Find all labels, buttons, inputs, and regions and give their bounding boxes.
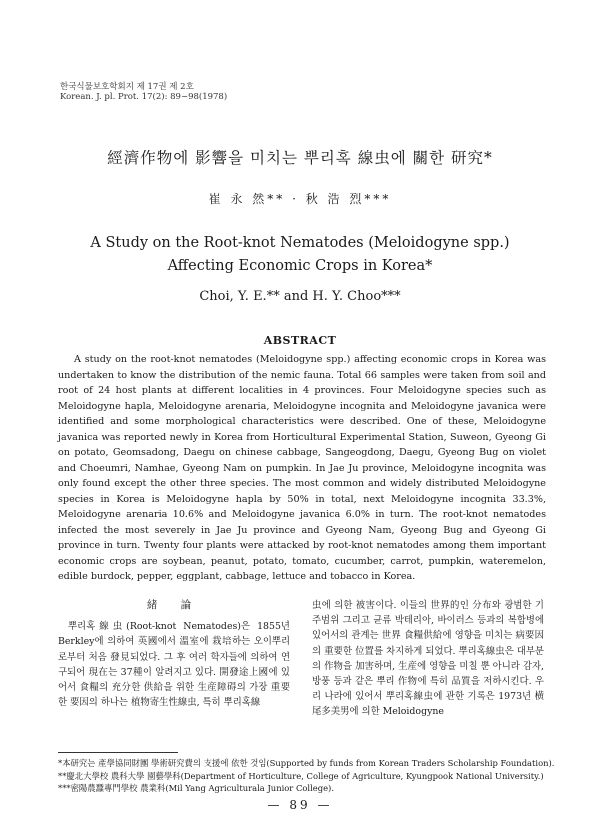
journal-line-english: Korean. J. pl. Prot. 17(2): 89~98(1978) [60,92,228,102]
footnotes [58,757,555,795]
intro-right-column [312,598,544,720]
korean-title: 經濟作物에 影響을 미치는 뿌리혹 線虫에 關한 研究* [107,149,493,167]
intro-left-column [58,598,290,710]
intro-right-paragraph: 虫에 의한 被害이다. 이들의 世界的인 分布와 광범한 기주범위 그리고 균류 박테리아, 바이러스 등과의 복합병에 있어서의 관계는 世界 食糧供給에 영향을 미치는 病要因의 重要한 位置를 차지하게 되었다. 뿌리혹線虫은 대부분의 作物을 加害하며, 生産에 영향을 미칠 뿐 아니라 감자, 방풍 등과 같은 뿌리 作物에 특히 品質을 저하시킨다. 우리 나라에 있어서 뿌리혹線虫에 관한 기록은 1973년 横尾多美男에 의한 Meloidogyne [312,600,544,718]
footnote-divider [58,752,178,753]
abstract-text: A study on the root-knot nematodes (Meloidogyne spp.) affecting economic crops in Korea was undertaken to know the distribution of the nemic fauna. Total 66 samples were taken from soil and root of 24 host plants at different localities in 4 provinces. Four Meloidogyne species such as Meloidogyne hapla, Meloidogyne arenaria, Meloidogyne incognita and Meloidogyne javanica were identified and some morphological characteristics were described. One of these, Meloidogyne javanica was reported newly in Korea from Horticultural Experimental Station, Suweon, Gyeong Gi on potato, Geomsadong, Daegu on chinese cabbage, Sangeogdong, Daegu, Gyeong Bug on violet and Choeumri, Namhae, Gyeong Nam on pumpkin. In Jae Ju province, Meloidogyne incognita was only found except the other three species. The most common and widely distributed Meloidogyne species in Korea is Meloidogyne hapla by 50% in total, next Meloidogyne incognita 33.3%, Meloidogyne arenaria 10.6% and Meloidogyne javanica 6.0% in turn. The root-knot nematodes infected the most severely in Jae Ju province and Gyeong Nam, Gyeong Bug and Gyeong Gi province in turn. Twenty four plants were attacked by root-knot nematodes among them important economic crops are soybean, peanut, potato, tomato, cucumber, carrot, pumpkin, wateremelon, edible burdock, pepper, eggplant, cabbage, lettuce and tobacco in Korea. [58,354,546,582]
english-title [0,232,600,278]
footnote-1: *本研究는 產學協同財團 學術研究費의 支援에 依한 것임(Supported by funds from Korean Traders Scholarship Foundation). [58,758,555,768]
intro-heading: 緒 論 [146,599,202,611]
intro-left-paragraph: 뿌리혹線虫(Root-knot Nematodes)은 1855년 Berkley에 의하여 英國에서 溫室에 栽培하는 오이뿌리로부터 처음 發見되었다. 그 후 여러 학자들에 의하여 연구되어 現在는 37種이 알려지고 있다. 開發途上國에 있어서 食糧의 充分한 供給을 위한 生産障碍의 가장 重要한 要因의 하나는 植物寄生性線虫, 특히 뿌리혹線 [58,621,290,709]
english-authors: Choi, Y. E.** and H. Y. Choo*** [199,289,401,304]
footnote-2: **慶北大學校 農科大學 園藝學科(Department of Horticulture, College of Agriculture, Kyungpook National University.) [58,770,544,781]
korean-authors: 崔 永 然** · 秋 浩 烈*** [208,192,392,206]
journal-citation [60,82,227,102]
footnote-3: ***密陽農蠶專門學校 農業科(Mil Yang Agriculturala Junior College). [58,783,334,793]
english-title-line1: A Study on the Root-knot Nematodes (Meloidogyne spp.) [90,235,510,251]
page-number: — 89 — [267,798,333,812]
abstract-heading: ABSTRACT [263,334,337,347]
journal-line-korean: 한국식물보호학회지 제 17권 제 2호 [60,82,194,92]
english-title-line2: Affecting Economic Crops in Korea* [167,258,433,274]
